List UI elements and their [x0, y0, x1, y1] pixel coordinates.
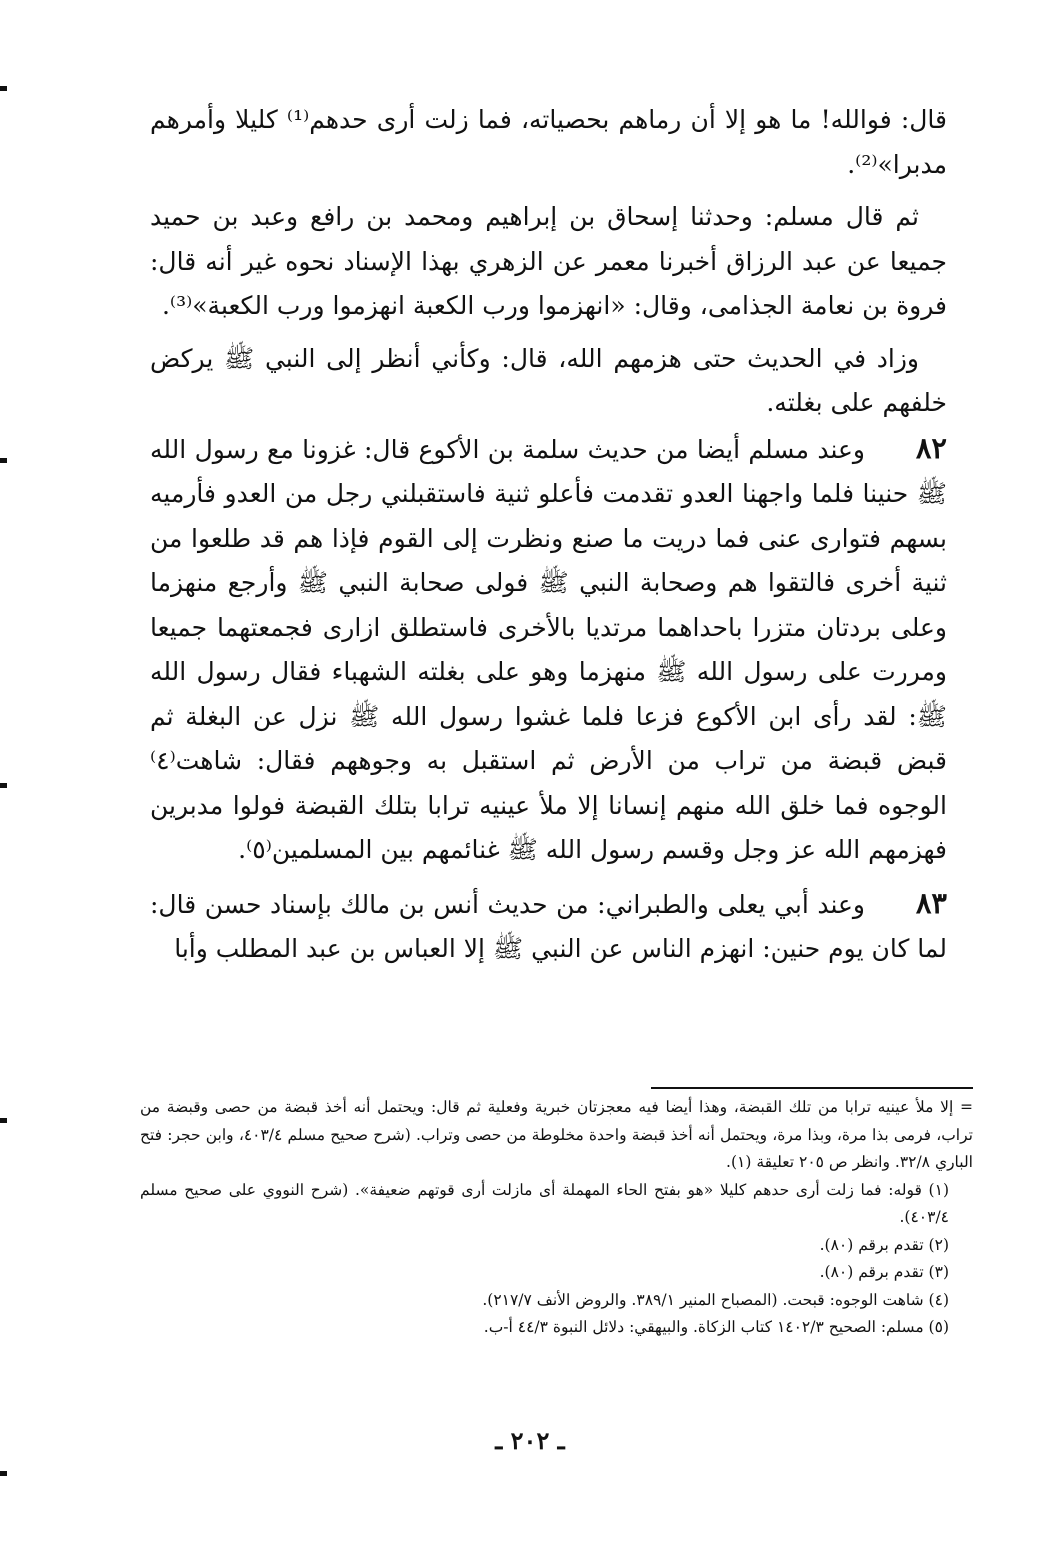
paragraph-text: وعند مسلم أيضا من حديث سلمة بن الأكوع قال: غزونا مع رسول الله ﷺ حنينا فلما واجهنا العدو تقدمت فأعلو ثنية فاستقبلني رجل من العدو فأرميه بسهم فتوارى عنى فما دريت ما صنع ونظرت إلى القوم فإذا هم قد طلعوا من ثنية أخرى فالتقوا هم وصحابة النبي ﷺ فولى صحابة النبي ﷺ وأرجع منهزما وعلى بردتان متزرا باحداهما مرتديا بالأخرى فاستطلق ازارى فجمعتهما جميعا ومررت على رسول الله ﷺ منهزما وهو على بغلته الشهباء فقال رسول الله ﷺ: لقد رأى ابن الأكوع فزعا فلما غشوا رسول الله ﷺ نزل عن البغلة ثم قبض قبضة من تراب من الأرض ثم استقبل به وجوههم فقال: شاهت⁽٤⁾ الوجوه فما خلق الله منهم إنسانا إلا ملأ عينيه ترابا بتلك القبضة فولوا مدبرين فهزمهم الله عز وجل وقسم رسول الله ﷺ غنائمهم بين المسلمين⁽٥⁾. — [150, 434, 947, 864]
scan-edge-mark — [0, 86, 7, 91]
footnote: (٥) مسلم: الصحيح ١٤٠٢/٣ كتاب الزكاة. والبيهقي: دلائل النبوة ٤٤/٣ أ-ب. — [483, 1318, 949, 1336]
footnote: (١) قوله: فما زلت أرى حدهم كليلا «هو بفتح الحاء المهملة أى مازلت أرى قوتهم ضعيفة». (شرح النووي على صحيح مسلم ٤٠٣/٤). — [140, 1180, 949, 1226]
footnote-continued: = إلا ملأ عينيه ترابا من تلك القبضة، وهذا أيضا فيه معجزتان خبرية وفعلية ثم قال: ويحتمل أنه أخذ قبضة من حصى وقبضة من تراب، فرمى بذا مرة، وبذا مرة، ويحتمل أنه أخذ قبضة واحدة مخلوطة من حصى وتراب. (شرح صحيح مسلم ٤٠٣/٤، وابن حجر: فتح الباري ٣٢/٨. وانظر ص ٢٠٥ تعليقة (١). — [140, 1098, 973, 1171]
paragraph-text: وعند أبي يعلى والطبراني: من حديث أنس بن مالك بإسناد حسن قال: لما كان يوم حنين: انهزم الناس عن النبي ﷺ إلا العباس بن عبد المطلب وأبا — [150, 889, 947, 963]
hadith-number: ٨٣ — [915, 885, 947, 920]
paragraph — [150, 195, 947, 329]
paragraph-text: ثم قال مسلم: وحدثنا إسحاق بن إبراهيم ومحمد بن رافع وعبد بن حميد جميعا عن عبد الرزاق أخبرنا معمر عن الزهري بهذا الإسناد نحوه غير أنه قال: فروة بن نعامة الجذامى، وقال: «انهزموا ورب الكعبة انهزموا ورب الكعبة»⁽³⁾. — [150, 202, 947, 320]
numbered-paragraph — [150, 881, 947, 972]
footnote: (٢) تقدم برقم (٨٠). — [819, 1235, 949, 1254]
scan-edge-mark — [0, 1118, 7, 1123]
paragraph: قال: فوالله! ما هو إلا أن رماهم بحصياته، فما زلت أرى حدهم⁽¹⁾ كليلا وأمرهم مدبرا»⁽²⁾. — [150, 105, 948, 179]
footnotes — [140, 1094, 973, 1342]
scan-edge-mark — [0, 458, 7, 463]
paragraph-text: وزاد في الحديث حتى هزمهم الله، قال: وكأني أنظر إلى النبي ﷺ يركض خلفهم على بغلته. — [150, 343, 947, 417]
page-number: ـ ٢٠٢ ـ — [495, 1426, 565, 1455]
hadith-number: ٨٢ — [915, 430, 947, 465]
footnote: (٤) شاهت الوجوه: قبحت. (المصباح المنير ٣٨٩/١. والروض الأنف ٢١٧/٧). — [482, 1290, 949, 1309]
scan-edge-mark — [0, 783, 7, 788]
paragraph — [150, 337, 947, 426]
scan-edge-mark — [0, 1471, 7, 1476]
footnote: (٣) تقدم برقم (٨٠). — [819, 1263, 949, 1281]
numbered-paragraph — [150, 426, 947, 873]
main-text — [150, 98, 947, 972]
footnote-separator — [651, 1087, 973, 1089]
